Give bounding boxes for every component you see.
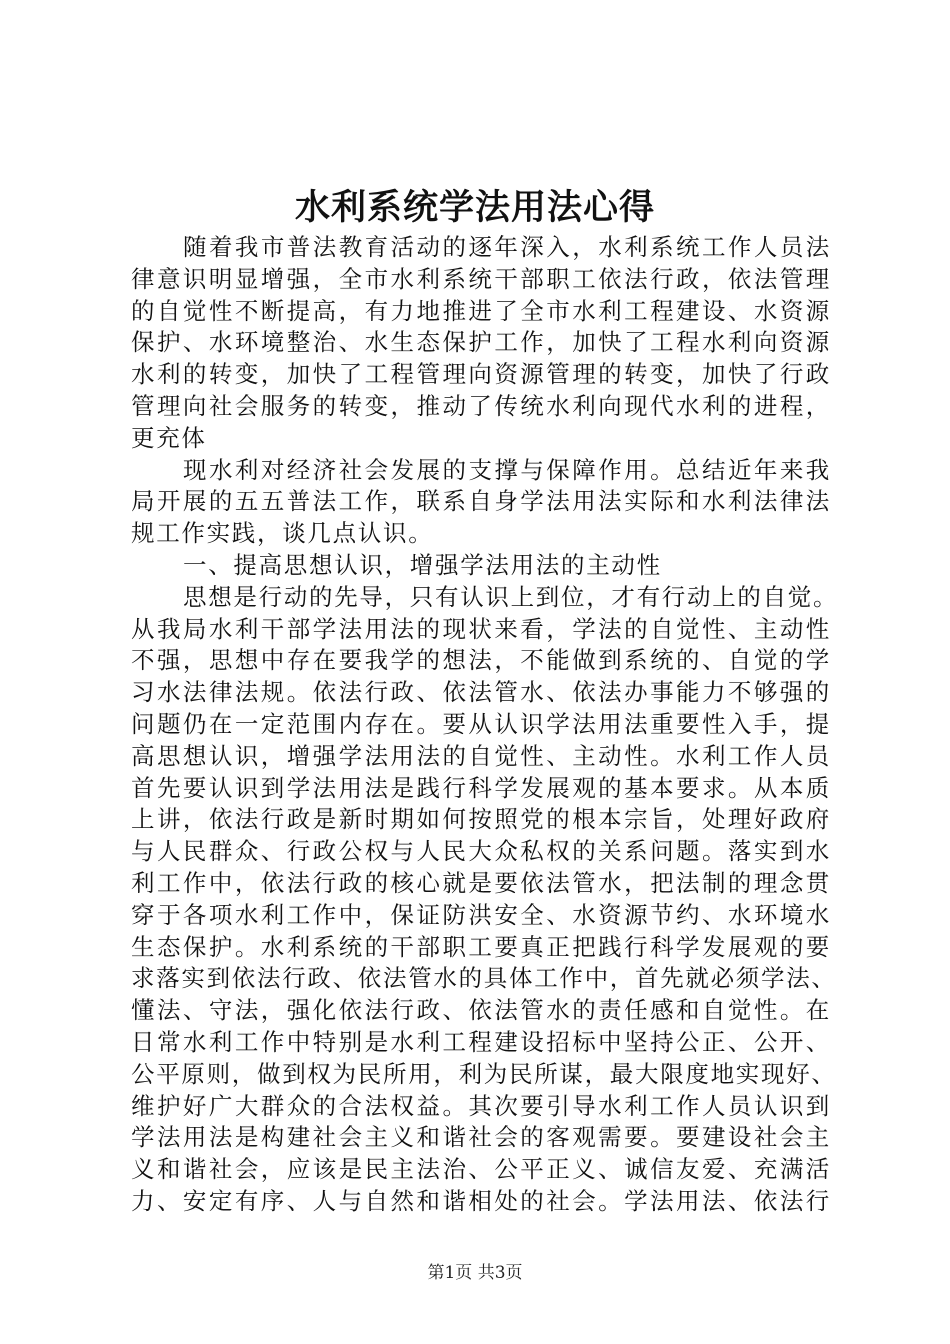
text-line: 利工作中，依法行政的核心就是要依法管水，把法制的理念贯 [131, 868, 831, 897]
text-line: 与人民群众、行政公权与人民大众私权的关系问题。落实到水 [131, 837, 831, 866]
text-line: 维护好广大群众的合法权益。其次要引导水利工作人员认识到 [131, 1091, 831, 1120]
text-line: 不强，思想中存在要我学的想法，不能做到系统的、自觉的学 [131, 646, 831, 675]
text-line: 保护、水环境整治、水生态保护工作，加快了工程水利向资源 [131, 328, 831, 357]
text-line: 管理向社会服务的转变，推动了传统水利向现代水利的进程， [131, 391, 831, 420]
text-line: 问题仍在一定范围内存在。要从认识学法用法重要性入手，提 [131, 709, 831, 738]
text-line: 穿于各项水利工作中，保证防洪安全、水资源节约、水环境水 [131, 900, 831, 929]
document-body [131, 232, 839, 1218]
text-line: 首先要认识到学法用法是践行科学发展观的基本要求。从本质 [131, 773, 831, 802]
text-line: 随着我市普法教育活动的逐年深入，水利系统工作人员法 [183, 233, 831, 261]
text-line: 思想是行动的先导，只有认识上到位，才有行动上的自觉。 [183, 582, 839, 611]
text-line: 力、安定有序、人与自然和谐相处的社会。学法用法、依法行 [131, 1186, 831, 1215]
page-footer: 第1页 共3页 [427, 1263, 523, 1283]
text-line: 高思想认识，增强学法用法的自觉性、主动性。水利工作人员 [131, 741, 831, 770]
text-line: 更充体 [131, 423, 207, 452]
text-line: 从我局水利干部学法用法的现状来看，学法的自觉性、主动性 [131, 614, 831, 643]
text-line: 一、提高思想认识，增强学法用法的主动性 [183, 550, 662, 579]
text-line: 日常水利工作中特别是水利工程建设招标中坚持公正、公开、 [131, 1027, 831, 1056]
text-line: 懂法、守法，强化依法行政、依法管水的责任感和自觉性。在 [131, 996, 831, 1025]
text-line: 规工作实践，谈几点认识。 [131, 519, 434, 548]
text-line: 求落实到依法行政、依法管水的具体工作中，首先就必须学法、 [131, 964, 837, 993]
text-line: 水利的转变，加快了工程管理向资源管理的转变，加快了行政 [131, 360, 831, 389]
text-line: 的自觉性不断提高，有力地推进了全市水利工程建设、水资源 [131, 296, 831, 325]
text-line: 公平原则，做到权为民所用，利为民所谋，最大限度地实现好、 [131, 1059, 837, 1088]
text-line: 律意识明显增强，全市水利系统干部职工依法行政，依法管理 [131, 264, 831, 293]
text-line: 习水法律法规。依法行政、依法管水、依法办事能力不够强的 [131, 678, 831, 707]
text-line: 义和谐社会，应该是民主法治、公平正义、诚信友爱、充满活 [131, 1155, 831, 1184]
document-title: 水利系统学法用法心得 [294, 188, 655, 228]
text-line: 生态保护。水利系统的干部职工要真正把践行科学发展观的要 [131, 932, 831, 961]
text-line: 上讲，依法行政是新时期如何按照党的根本宗旨，处理好政府 [131, 805, 831, 834]
text-line: 现水利对经济社会发展的支撑与保障作用。总结近年来我 [183, 455, 831, 484]
text-line: 局开展的五五普法工作，联系自身学法用法实际和水利法律法 [131, 487, 831, 516]
text-line: 学法用法是构建社会主义和谐社会的客观需要。要建设社会主 [131, 1123, 831, 1152]
